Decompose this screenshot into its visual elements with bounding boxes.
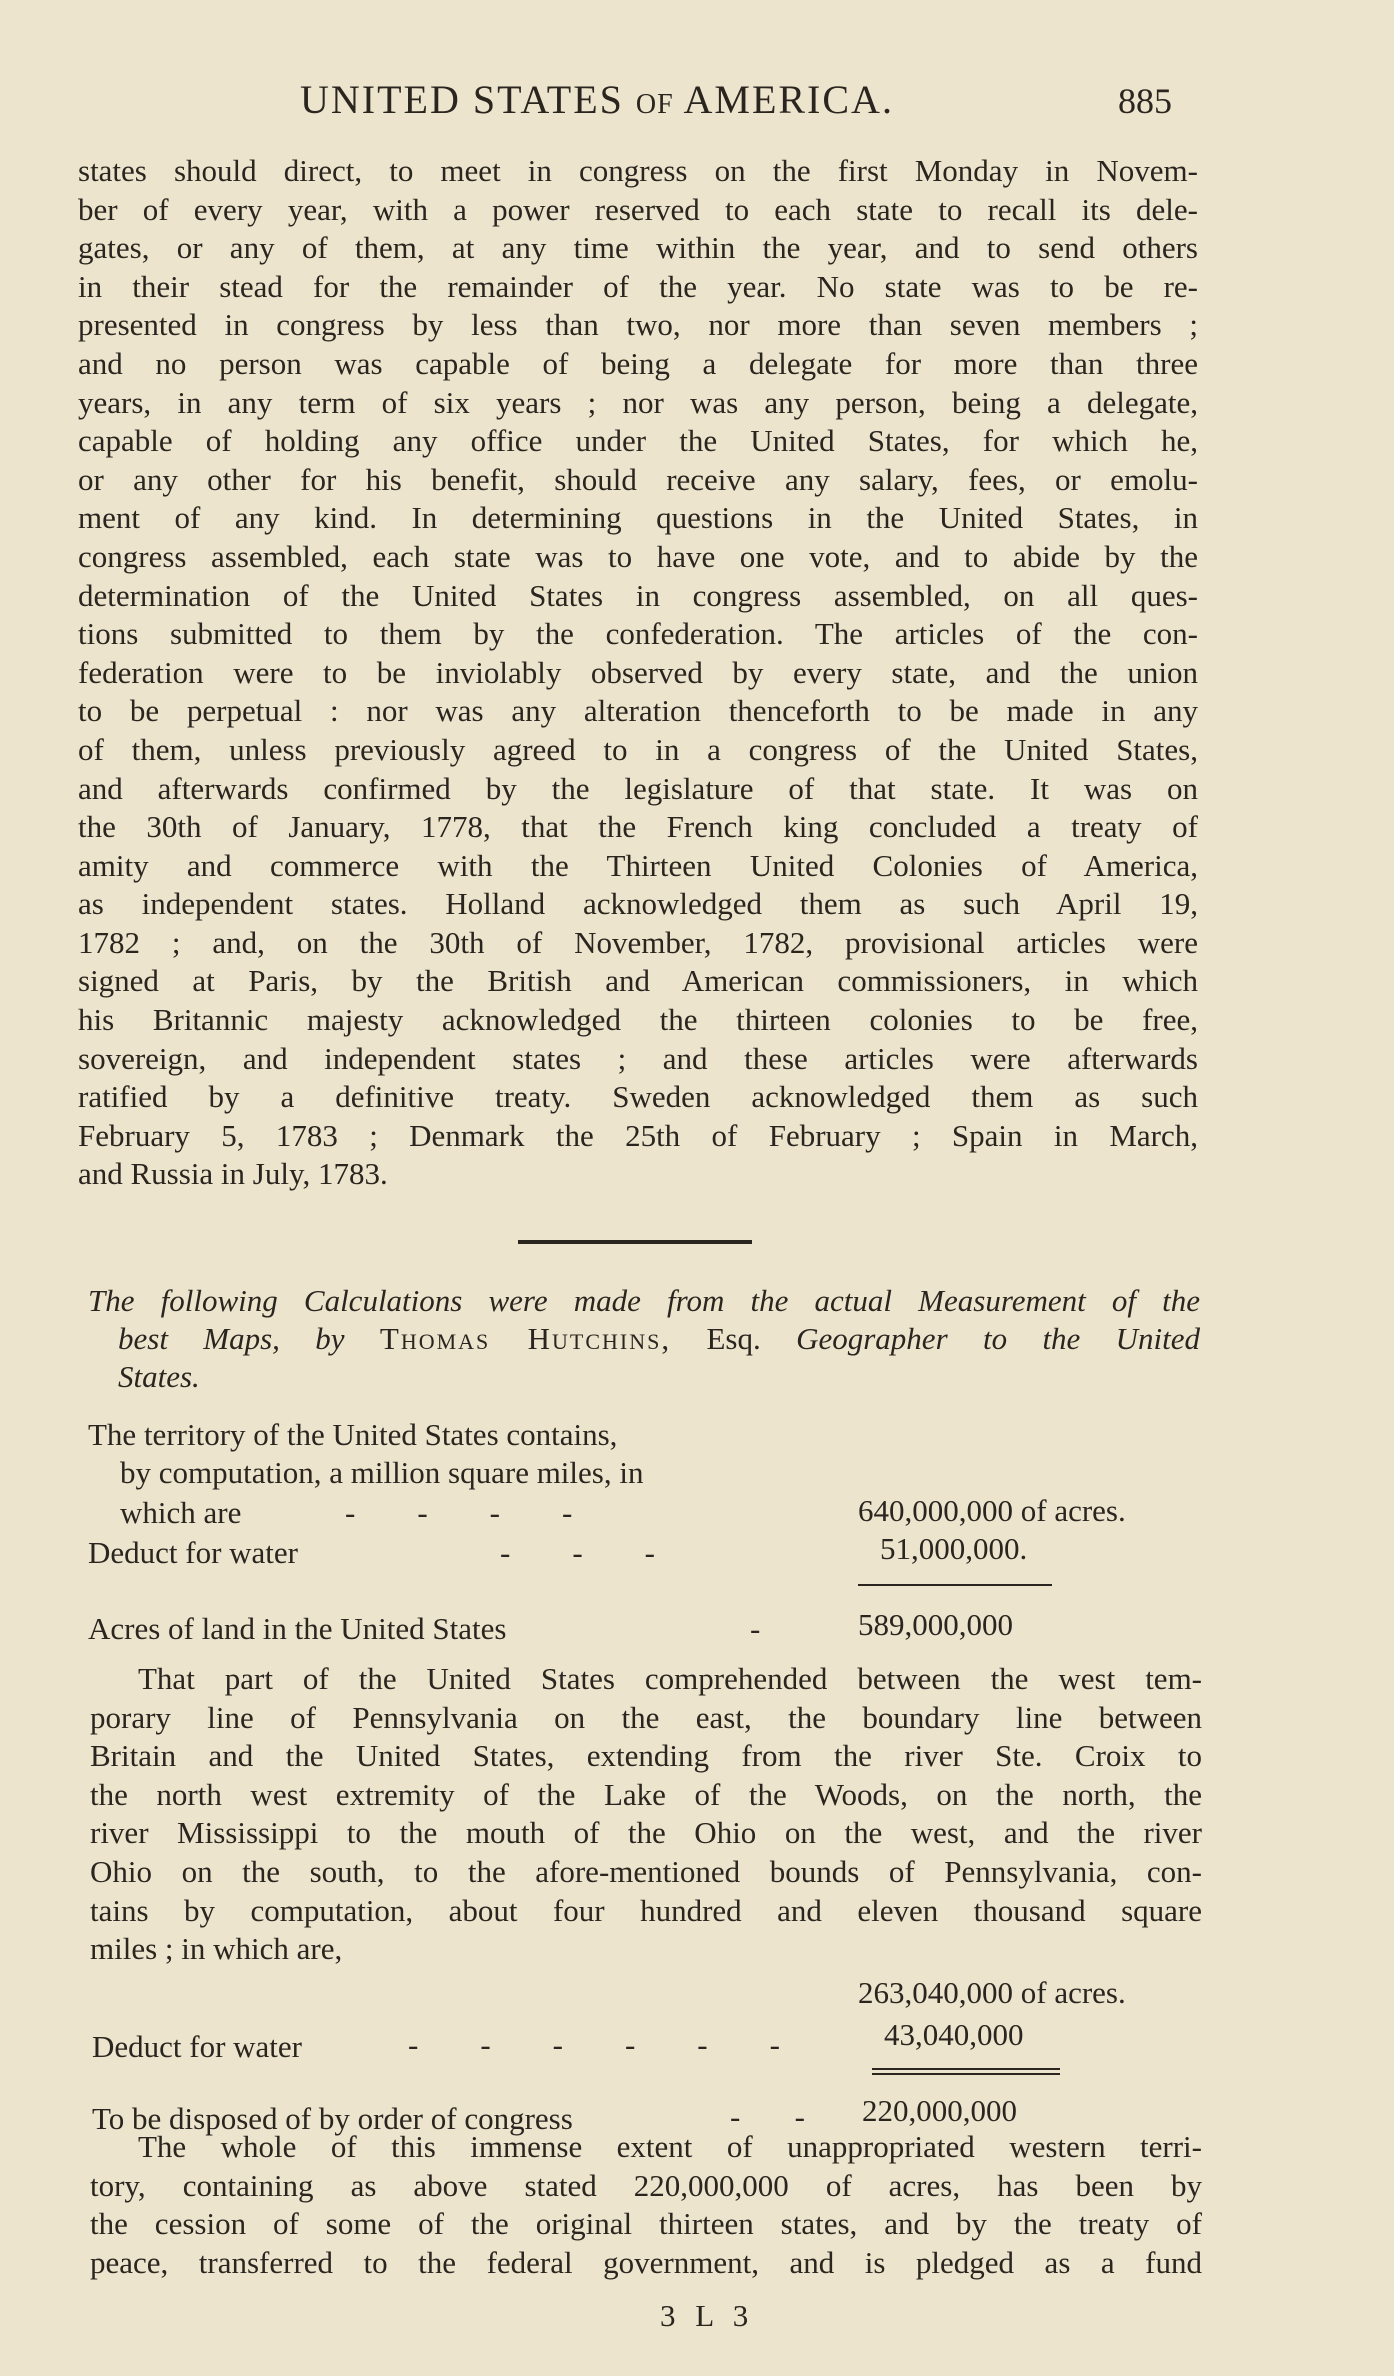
text-line: That part of the United States comprehended between the west tem-: [138, 1661, 1202, 1696]
calc2-total-label: To be disposed of by order of congress: [92, 2101, 573, 2136]
text-line: of them, unless previously agreed to in a congress of the United States,: [78, 731, 1198, 767]
text-line: amity and commerce with the Thirteen United Colonies of America,: [78, 847, 1198, 883]
running-title-of: OF: [635, 89, 674, 120]
text-line: sovereign, and independent states ; and these articles were afterwards: [78, 1040, 1198, 1076]
text-line: river Mississippi to the mouth of the Ohio on the west, and the river: [90, 1815, 1202, 1851]
text-line: in their stead for the remainder of the year. No state was to be re-: [78, 268, 1198, 304]
calc1-total-value: 589,000,000: [858, 1607, 1013, 1642]
text-line: Ohio on the south, to the afore-mentioned bounds of Pennsylvania, con-: [90, 1853, 1202, 1889]
text-line: capable of holding any office under the United States, for which he,: [78, 423, 1198, 459]
running-title-part-b: AMERICA.: [683, 77, 894, 122]
sum-rule: [872, 2068, 1060, 2070]
calc2-value1: 263,040,000 of acres.: [858, 1975, 1126, 2010]
text-line: ber of every year, with a power reserved to each state to recall its dele-: [78, 191, 1198, 227]
calc2-deduct-label: Deduct for water: [92, 2029, 303, 2064]
heading-line: [88, 1320, 1200, 1358]
leader-dashes: - - -: [500, 1535, 655, 1570]
heading-text: Geographer to the United: [796, 1321, 1201, 1356]
calc2-total-value: 220,000,000: [862, 2093, 1017, 2128]
calc1-value1: 640,000,000 of acres.: [858, 1493, 1126, 1528]
text-line: presented in congress by less than two, nor more than seven members ;: [78, 307, 1198, 343]
running-title: [300, 76, 894, 123]
text-line: the cession of some of the original thirteen states, and by the treaty of: [90, 2206, 1202, 2242]
text-line: congress assembled, each state was to have one vote, and to abide by the: [78, 538, 1198, 574]
text-line: tains by computation, about four hundred and eleven thousand square: [90, 1892, 1202, 1928]
sum-rule: [858, 1584, 1052, 1586]
calculations-heading: [88, 1282, 1200, 1396]
text-line: the north west extremity of the Lake of the Woods, on the north, the: [90, 1776, 1202, 1812]
text-line: ratified by a definitive treaty. Sweden acknowledged them as such: [78, 1079, 1198, 1115]
leader-dashes: - - - - - -: [408, 2027, 780, 2062]
text-line: gates, or any of them, at any time within the year, and to send others: [78, 230, 1198, 266]
calc1-label-line2: by computation, a million square miles, in: [120, 1455, 644, 1490]
paragraph-confederation: [78, 152, 1198, 1194]
text-line: and afterwards confirmed by the legislature of that state. It was on: [78, 770, 1198, 806]
text-line: federation were to be inviolably observed by every state, and the union: [78, 654, 1198, 690]
leader-dashes: - - - -: [345, 1495, 573, 1530]
text-line: tions submitted to them by the confederation. The articles of the con-: [78, 616, 1198, 652]
calc2-deduct-value: 43,040,000: [884, 2017, 1024, 2052]
leader-dashes: - -: [730, 2099, 805, 2134]
text-line: as independent states. Holland acknowledged them as such April 19,: [78, 886, 1198, 922]
running-title-part-a: UNITED STATES: [300, 77, 624, 122]
leader-dashes: -: [750, 1611, 761, 1646]
text-line: Britain and the United States, extending from the river Ste. Croix to: [90, 1738, 1202, 1774]
calc1-deduct-label: Deduct for water: [88, 1535, 299, 1570]
text-line: miles ; in which are,: [90, 1931, 343, 1967]
text-line: or any other for his benefit, should receive any salary, fees, or emolu-: [78, 461, 1198, 497]
text-line: and no person was capable of being a delegate for more than three: [78, 345, 1198, 381]
calc1-label-line1: The territory of the United States contains,: [88, 1417, 618, 1452]
text-line: The whole of this immense extent of unappropriated western terri-: [138, 2129, 1202, 2164]
page-number: 885: [1118, 81, 1172, 121]
text-line: February 5, 1783 ; Denmark the 25th of February ; Spain in March,: [78, 1117, 1198, 1153]
heading-line: The following Calculations were made from the actual Measurement of the: [88, 1283, 1200, 1318]
text-line: signed at Paris, by the British and American commissioners, in which: [78, 963, 1198, 999]
text-line: years, in any term of six years ; nor was any person, being a delegate,: [78, 384, 1198, 420]
text-line: tory, containing as above stated 220,000,000 of acres, has been by: [90, 2167, 1202, 2203]
heading-text: best Maps, by: [118, 1321, 345, 1356]
text-line: to be perpetual : nor was any alteration thenceforth to be made in any: [78, 693, 1198, 729]
calc1-deduct-value: 51,000,000.: [880, 1531, 1028, 1566]
text-line: the 30th of January, 1778, that the French king concluded a treaty of: [78, 809, 1198, 845]
text-line: porary line of Pennsylvania on the east, the boundary line between: [90, 1699, 1202, 1735]
page-header: [0, 72, 1394, 132]
text-line: states should direct, to meet in congress on the first Monday in Novem-: [78, 153, 1198, 188]
paragraph-unappropriated-territory: [90, 2128, 1202, 2282]
sum-rule: [872, 2073, 1060, 2075]
calc1-total-label: Acres of land in the United States: [88, 1611, 507, 1646]
text-line: 1782 ; and, on the 30th of November, 1782, provisional articles were: [78, 924, 1198, 960]
heading-line: States.: [118, 1359, 200, 1394]
text-line: ment of any kind. In determining questions in the United States, in: [78, 500, 1198, 536]
text-line: determination of the United States in congress assembled, on all ques-: [78, 577, 1198, 613]
signature-mark: 3 L 3: [660, 2298, 755, 2333]
author-name: Thomas Hutchins,: [379, 1321, 672, 1356]
text-line: peace, transferred to the federal government, and is pledged as a fund: [90, 2244, 1202, 2280]
calc1-label-line3: which are: [120, 1495, 242, 1530]
section-divider: [518, 1240, 752, 1244]
text-line: and Russia in July, 1783.: [78, 1156, 388, 1192]
paragraph-western-territory: [90, 1660, 1202, 1969]
author-title: Esq.: [706, 1321, 761, 1356]
text-line: his Britannic majesty acknowledged the thirteen colonies to be free,: [78, 1002, 1198, 1038]
